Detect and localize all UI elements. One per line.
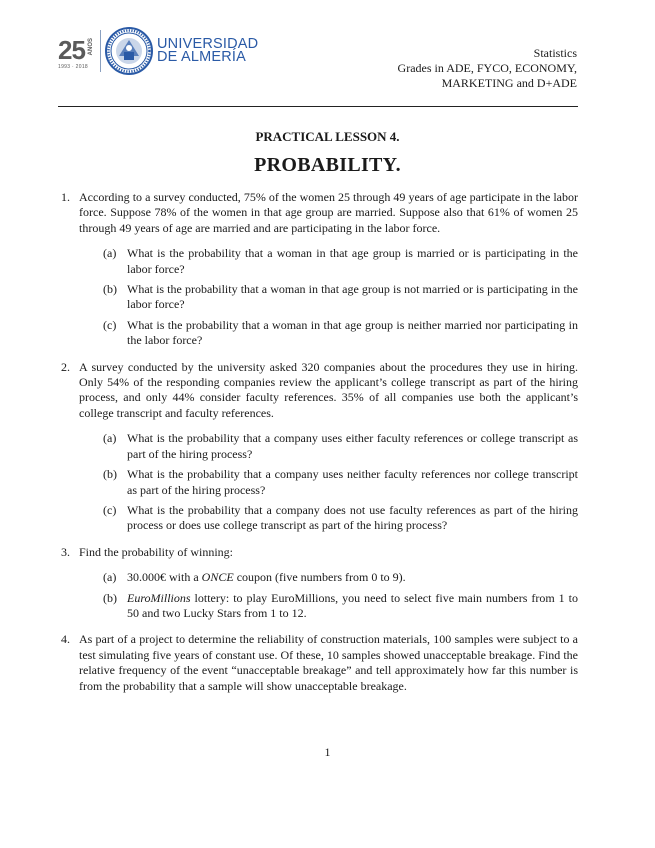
sub-text: What is the probability that a company does not use faculty references as part of the hiring process or does use college transcript as part of the hiring process?	[127, 502, 578, 533]
sub-question	[79, 282, 578, 313]
exercise-text: As part of a project to determine the reliability of construction materials, 100 samples were subject to a test simulating five years of constant use. Of these, 10 samples showed unacceptable breakage. Find the relative frequency of the event “unacceptable breakage” and tell approximately how far this number is from the probability that a sample will show unacceptable breakage.	[79, 632, 578, 693]
sub-label: (b)	[103, 467, 117, 482]
sub-text: What is the probability that a woman in that age group is not married or is participating in the labor force?	[127, 282, 578, 312]
sub-questions	[79, 246, 578, 348]
sub-text: What is the probability that a woman in that age group is neither married nor participating in the labor force?	[127, 317, 578, 348]
sub-text: What is the probability that a woman in that age group is married or is participating in the labor force?	[127, 246, 578, 276]
header-divider	[58, 106, 578, 107]
sub-label: (a)	[103, 246, 117, 261]
exercise-list	[58, 190, 578, 705]
university-name-line2: DE ALMERÍA	[157, 49, 247, 65]
sub-questions	[79, 431, 578, 533]
sub-question	[79, 431, 578, 462]
sub-text: What is the probability that a company uses either faculty references or college transcript as part of the hiring process?	[127, 431, 578, 461]
exercise-text: A survey conducted by the university asked 320 companies about the procedures they use in hiring. Only 54% of the responding companies review the applicant’s college transcript as part of the hiring process, and only 44% consider faculty references. 35% of all companies use both the applicant’s college transcript and faculty references.	[79, 359, 578, 420]
anniversary-years: 1993 · 2018	[58, 64, 88, 70]
exercise-text: According to a survey conducted, 75% of the women 25 through 49 years of age participate in the labor force. Suppose 78% of the women in that age group are married. Suppose also that 61% of women 25 through 49 years of age are married and are participating in the labor force.	[79, 190, 578, 235]
exercise-3	[58, 545, 578, 622]
sub-question	[79, 591, 578, 622]
lesson-title: PROBABILITY.	[254, 154, 401, 176]
sub-text-emph: EuroMillions	[127, 590, 191, 605]
sub-text-post: lottery: to play EuroMillions, you need to select five main numbers from 1 to 50 and two Lucky Stars from 1 to 12.	[127, 590, 578, 620]
sub-text-emph: ONCE	[201, 570, 234, 585]
page-number: 1	[324, 745, 331, 759]
exercise-text: Find the probability of winning:	[79, 544, 233, 559]
sub-question	[79, 503, 578, 534]
university-seal-icon	[104, 26, 154, 76]
course-grades-cont: MARKETING and D+ADE	[441, 76, 577, 90]
logo-divider	[100, 30, 101, 72]
sub-label: (a)	[103, 570, 117, 585]
exercise-number: 1.	[61, 190, 70, 204]
university-name	[157, 38, 258, 64]
exercise-2	[58, 360, 578, 534]
exercise-1	[58, 190, 578, 349]
course-subject: Statistics	[533, 46, 577, 60]
sub-question	[79, 318, 578, 349]
course-info	[398, 46, 577, 91]
sub-label: (b)	[103, 282, 117, 297]
sub-question	[79, 570, 578, 585]
anniversary-anos: AÑOS	[88, 38, 94, 56]
anniversary-number: 25	[58, 35, 85, 65]
sub-label: (b)	[103, 590, 117, 605]
sub-label: (c)	[103, 317, 117, 332]
exercise-number: 2.	[61, 359, 70, 374]
sub-text: What is the probability that a company uses neither faculty references nor college transcript as part of the hiring process?	[127, 467, 578, 497]
university-name-line1: UNIVERSIDAD	[157, 36, 259, 52]
sub-questions	[79, 570, 578, 621]
lesson-subtitle: PRACTICAL LESSON 4.	[255, 129, 400, 144]
sub-question	[79, 467, 578, 498]
sub-label: (a)	[103, 431, 117, 446]
university-logo	[58, 26, 258, 80]
exercise-4	[58, 632, 578, 694]
course-grades: Grades in ADE, FYCO, ECONOMY,	[397, 61, 577, 75]
exercise-number: 3.	[61, 544, 70, 559]
sub-text-post: coupon (five numbers from 0 to 9).	[233, 570, 406, 585]
sub-text-pre: 30.000€ with a	[127, 570, 202, 585]
sub-question	[79, 246, 578, 277]
exercise-number: 4.	[61, 632, 70, 647]
sub-label: (c)	[103, 502, 117, 517]
